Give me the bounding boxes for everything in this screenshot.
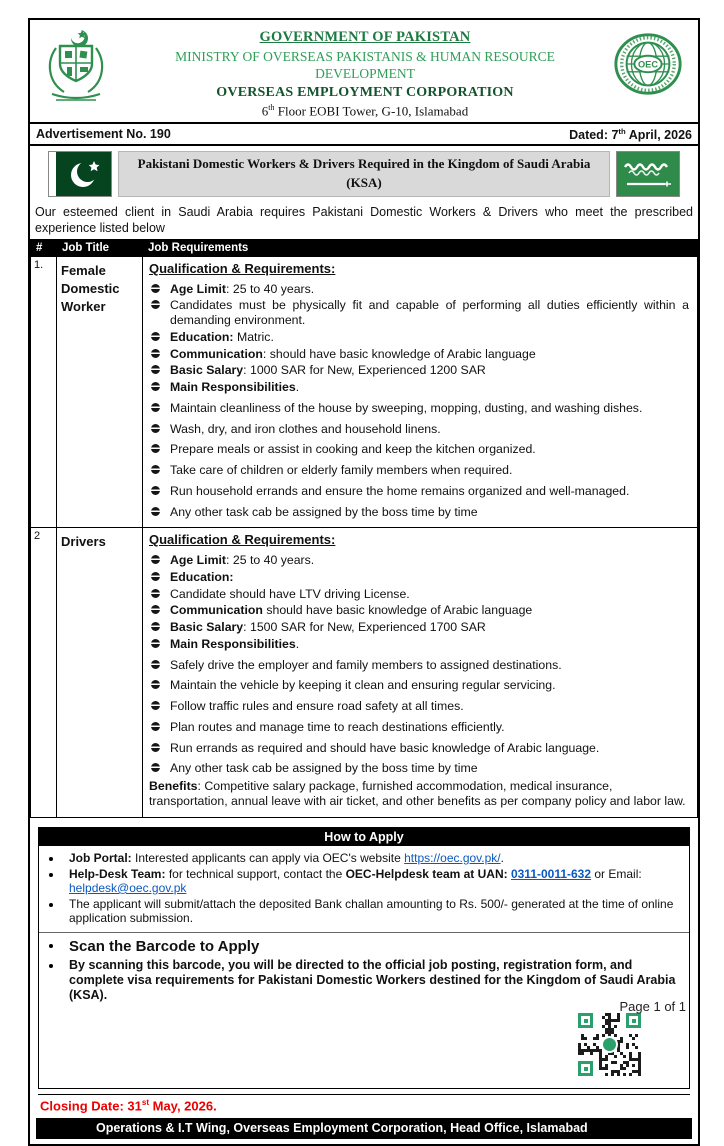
advertisement-number: Advertisement No. 190 <box>36 126 171 141</box>
list-item: Communication: should have basic knowledge of Arabic language <box>149 347 689 362</box>
bullet-icon <box>49 903 53 907</box>
list-item: Communication should have basic knowledge of Arabic language <box>149 603 689 618</box>
list-item: Basic Salary: 1000 SAR for New, Experienced 1200 SAR <box>149 363 689 378</box>
table-row <box>31 528 698 817</box>
job-requirements-cell <box>143 257 698 528</box>
bullet-icon <box>151 763 160 772</box>
list-item: Scan the Barcode to Apply <box>41 938 681 956</box>
bullet-icon <box>151 403 160 412</box>
requirements-heading: Qualification & Requirements: <box>149 261 336 277</box>
link[interactable]: 0311-0011-632 <box>510 866 592 881</box>
bullet-icon <box>151 300 160 309</box>
list-item: Education: <box>149 570 689 585</box>
how-to-apply-section <box>38 827 690 1090</box>
list-item: Candidates must be physically fit and capable of performing all duties efficiently within a demanding environment. <box>149 298 689 328</box>
bullet-icon <box>49 873 53 877</box>
list-item: The applicant will submit/attach the deposited Bank challan amounting to Rs. 500/- generated at the time of online application submission. <box>41 897 681 925</box>
bullet-icon <box>49 964 53 968</box>
how-to-apply-title: How to Apply <box>39 828 689 846</box>
col-header-job-requirements: Job Requirements <box>143 240 698 257</box>
qr-row <box>39 1005 689 1088</box>
list-item: Take care of children or elderly family members when required. <box>149 463 689 478</box>
list-item: Help-Desk Team: for technical support, contact the OEC-Helpdesk team at UAN: 0311-0011-632 or Email: helpdesk@oec.gov.pk <box>41 867 681 895</box>
bullet-icon <box>151 701 160 710</box>
list-item: Age Limit: 25 to 40 years. <box>149 282 689 297</box>
footer-bar: Operations & I.T Wing, Overseas Employment Corporation, Head Office, Islamabad <box>36 1118 692 1139</box>
job-number: 2 <box>31 528 57 817</box>
header-section <box>30 20 698 122</box>
list-item: Job Portal: Interested applicants can apply via OEC's website https://oec.gov.pk/. <box>41 851 681 865</box>
requirements-heading: Qualification & Requirements: <box>149 532 336 548</box>
dated-label: Dated: 7th April, 2026 <box>569 126 692 143</box>
list-item: Main Responsibilities. <box>149 637 689 652</box>
list-item: Safely drive the employer and family members to assigned destinations. <box>149 658 689 673</box>
scan-barcode-list <box>39 933 689 1005</box>
requirements-list <box>149 553 689 809</box>
intro-paragraph: Our esteemed client in Saudi Arabia requires Pakistani Domestic Workers & Drivers who meet the prescribed experience listed below <box>35 205 693 236</box>
col-header-job-title: Job Title <box>57 240 143 257</box>
list-item: Main Responsibilities. <box>149 380 689 395</box>
bullet-icon <box>151 444 160 453</box>
table-header-row <box>31 240 698 257</box>
letterhead <box>118 26 612 120</box>
closing-date: Closing Date: 31st May, 2026. <box>38 1094 690 1115</box>
job-number: 1. <box>31 257 57 528</box>
bullet-icon <box>151 589 160 598</box>
bullet-icon <box>151 555 160 564</box>
qr-finder-icon <box>578 1061 593 1076</box>
list-item: Any other task cab be assigned by the boss time by time <box>149 505 689 520</box>
oec-logo-icon <box>612 26 690 101</box>
list-item: Any other task cab be assigned by the boss time by time <box>149 761 689 776</box>
bullet-icon <box>151 424 160 433</box>
requirements-list <box>149 282 689 520</box>
list-item: Run errands as required and should have basic knowledge of Arabic language. <box>149 741 689 756</box>
corporation-title: OVERSEAS EMPLOYMENT CORPORATION <box>216 85 514 101</box>
list-item: Plan routes and manage time to reach destinations efficiently. <box>149 720 689 735</box>
pakistan-emblem-icon <box>38 26 118 111</box>
saudi-flag-icon <box>616 151 680 197</box>
list-item: Wash, dry, and iron clothes and household linens. <box>149 422 689 437</box>
table-row <box>31 257 698 528</box>
title-band <box>48 151 680 197</box>
jobs-table <box>30 239 698 817</box>
list-item: Basic Salary: 1500 SAR for New, Experienced 1700 SAR <box>149 620 689 635</box>
bullet-icon <box>151 572 160 581</box>
bullet-icon <box>151 349 160 358</box>
bullet-icon <box>151 605 160 614</box>
qr-code-icon <box>572 1007 647 1082</box>
qr-finder-icon <box>578 1013 593 1028</box>
list-item: Candidate should have LTV driving License. <box>149 587 689 602</box>
oec-logo-text: OEC <box>637 59 659 70</box>
bullet-icon <box>151 486 160 495</box>
government-title: GOVERNMENT OF PAKISTAN <box>259 29 471 45</box>
bullet-icon <box>151 639 160 648</box>
advertisement-title: Pakistani Domestic Workers & Drivers Required in the Kingdom of Saudi Arabia (KSA) <box>118 151 610 197</box>
col-header-number: # <box>31 240 57 257</box>
job-requirements-cell <box>143 528 698 817</box>
advertisement-document <box>28 18 700 1146</box>
address-line: 6th Floor EOBI Tower, G-10, Islamabad <box>261 102 469 119</box>
page-number-label: Page 1 of 1 <box>619 999 686 1014</box>
list-item: Maintain cleanliness of the house by sweeping, mopping, dusting, and washing dishes. <box>149 401 689 416</box>
link[interactable]: helpdesk@oec.gov.pk <box>69 880 187 895</box>
advertisement-row <box>30 122 698 146</box>
link[interactable]: https://oec.gov.pk/ <box>404 850 501 865</box>
list-item: By scanning this barcode, you will be directed to the official job posting, registration form, and complete visa requirements for Pakistani Domestic Workers destined for the Kingdom of Saudi Arabia (KSA). <box>41 958 681 1002</box>
list-item: Prepare meals or assist in cooking and keep the kitchen organized. <box>149 442 689 457</box>
bullet-icon <box>151 622 160 631</box>
job-title: Drivers <box>57 528 143 817</box>
bullet-icon <box>151 507 160 516</box>
how-to-apply-list <box>39 846 689 932</box>
bullet-icon <box>49 857 53 861</box>
bullet-icon <box>151 743 160 752</box>
bullet-icon <box>151 465 160 474</box>
job-title: Female Domestic Worker <box>57 257 143 528</box>
list-item: Age Limit: 25 to 40 years. <box>149 553 689 568</box>
list-item: Education: Matric. <box>149 330 689 345</box>
bullet-icon <box>151 660 160 669</box>
bullet-icon <box>151 284 160 293</box>
bullet-icon <box>151 382 160 391</box>
bullet-icon <box>49 944 53 948</box>
list-item: Maintain the vehicle by keeping it clean and ensuring regular servicing. <box>149 678 689 693</box>
list-item: Follow traffic rules and ensure road safety at all times. <box>149 699 689 714</box>
bullet-icon <box>151 332 160 341</box>
list-item: Benefits: Competitive salary package, furnished accommodation, medical insurance, transportation, annual leave with air ticket, and other benefits as per company policy and labor law. <box>149 779 686 808</box>
list-item: Run household errands and ensure the home remains organized and well-managed. <box>149 484 689 499</box>
bullet-icon <box>151 680 160 689</box>
pakistan-flag-icon <box>48 151 112 197</box>
bullet-icon <box>151 722 160 731</box>
qr-finder-icon <box>626 1013 641 1028</box>
ministry-title: MINISTRY OF OVERSEAS PAKISTANIS & HUMAN RESOURCE DEVELOPMENT <box>175 48 555 81</box>
bullet-icon <box>151 365 160 374</box>
